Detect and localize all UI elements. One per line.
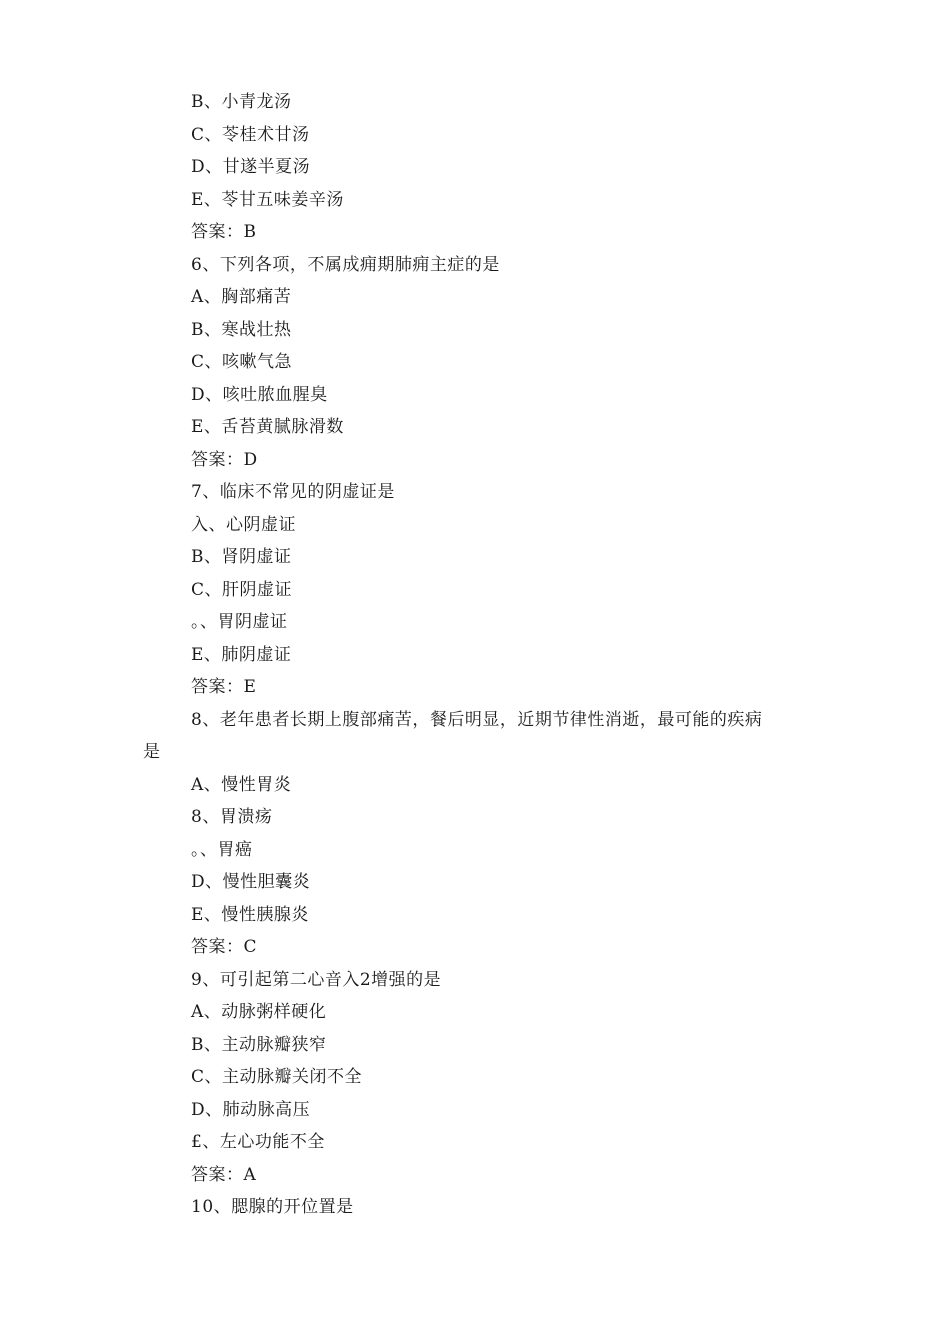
option-line: D、肺动脉高压 [191, 1099, 311, 1120]
answer-line: 答案：A [191, 1164, 257, 1185]
option-line: A、慢性胃炎 [191, 774, 292, 795]
option-line: A、胸部痛苦 [191, 287, 292, 307]
question-line: 10、腮腺的开位置是 [191, 1197, 354, 1217]
option-line: A、动脉粥样硬化 [191, 1002, 327, 1022]
question-line: 6、下列各项，不属成痈期肺痈主症的是 [191, 254, 500, 275]
option-line: £、左心功能不全 [191, 1132, 325, 1152]
option-line: C、咳嗽气急 [191, 352, 293, 372]
option-line: B、主动脉瓣狭窄 [191, 1034, 327, 1055]
option-line: D、慢性胆囊炎 [191, 872, 311, 892]
question-line: 7、临床不常见的阴虚证是 [191, 482, 395, 502]
option-line: C、肝阴虚证 [191, 579, 293, 600]
option-line: E、舌苔黄腻脉滑数 [191, 417, 344, 437]
option-line: 。、胃癌 [191, 839, 253, 860]
option-line: C、苓桂术甘汤 [191, 124, 310, 145]
option-line: E、慢性胰腺炎 [191, 904, 309, 925]
answer-line: 答案：B [191, 222, 257, 242]
option-line: B、小青龙汤 [191, 92, 292, 112]
option-line: B、肾阴虚证 [191, 547, 292, 567]
option-line: 。、胃阴虚证 [191, 612, 288, 632]
option-line: E、肺阴虚证 [191, 644, 292, 665]
option-line: D、甘遂半夏汤 [191, 157, 311, 177]
answer-line: 答案：E [191, 677, 257, 697]
answer-line: 答案：C [191, 937, 258, 957]
question-line: 9、可引起第二心音入2增强的是 [191, 969, 442, 990]
option-line: D、咳吐脓血腥臭 [191, 384, 328, 405]
answer-line: 答案：D [191, 449, 258, 470]
option-line: E、苓甘五味姜辛汤 [191, 189, 344, 210]
option-line: B、寒战壮热 [191, 319, 292, 340]
option-line: 8、胃溃疡 [191, 807, 273, 827]
question-line: 8、老年患者长期上腹部痛苦，餐后明显，近期节律性消逝，最可能的疾病 [191, 709, 763, 730]
question-line-continuation: 是 [143, 742, 161, 762]
option-line: C、主动脉瓣关闭不全 [191, 1067, 363, 1087]
question-text-block [143, 86, 823, 1224]
option-line: 入、心阴虚证 [191, 514, 296, 535]
